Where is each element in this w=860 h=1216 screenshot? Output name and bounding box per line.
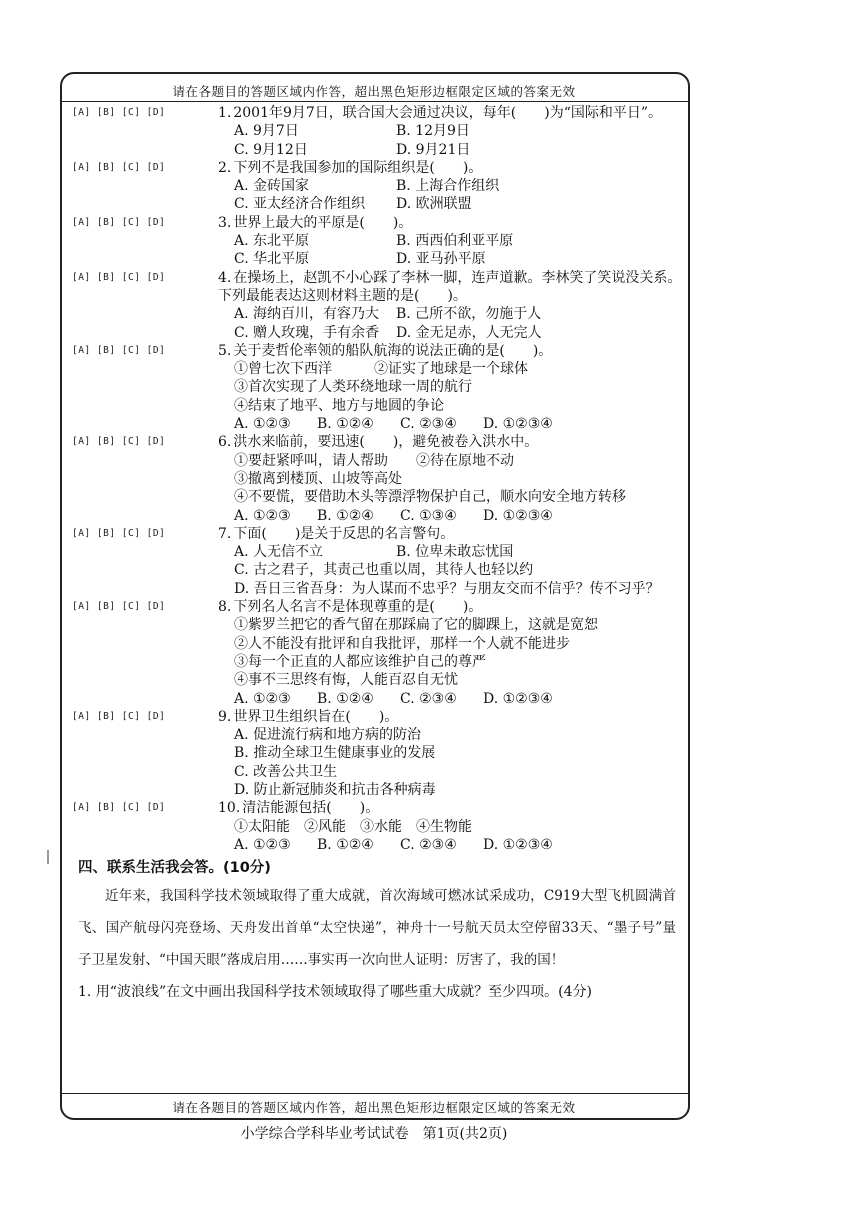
- option-a: A. 9月7日: [234, 123, 299, 140]
- section-4-title: 四、联系生活我会答。(10分): [78, 860, 271, 877]
- option-a: A. ①②③: [234, 507, 291, 524]
- option-a: A. 促进流行病和地方病的防治: [234, 727, 422, 744]
- scan-mark: [47, 850, 49, 864]
- statement-item: ①太阳能 ②风能 ③水能 ④生物能: [234, 818, 472, 835]
- question-number: 3.: [218, 214, 232, 231]
- option-b: B. 上海合作组织: [396, 178, 500, 195]
- answer-bubbles[interactable]: [A] [B] [C] [D]: [72, 344, 166, 356]
- question-8: [72, 598, 682, 708]
- reading-passage: 近年来，我国科学技术领域取得了重大成就，首次海域可燃冰试采成功，C919大型飞机圆满首飞、国产航母闪亮登场、天舟发出首单“太空快递”，神舟十一号航天员太空停留33天、“墨子号”量子卫星发射、“中国天眼”落成启用……事实再一次向世人证明：厉害了，我的国！: [78, 888, 676, 968]
- answer-bubbles[interactable]: [A] [B] [C] [D]: [72, 436, 166, 448]
- option-d: D. ①②③④: [483, 836, 553, 853]
- answer-bubbles[interactable]: [A] [B] [C] [D]: [72, 161, 166, 173]
- page-footer: 小学综合学科毕业考试试卷 第1页(共2页): [240, 1126, 508, 1142]
- option-c: C. 亚太经济合作组织: [234, 196, 366, 213]
- question-number: 1.: [218, 105, 232, 121]
- option-c: C. ②③④: [400, 416, 457, 433]
- question-stem: 清洁能源包括( )。: [242, 800, 380, 817]
- option-d: D. 9月21日: [396, 141, 471, 158]
- option-c: C. 华北平原: [234, 251, 310, 268]
- question-1: [72, 104, 682, 159]
- statement-item: ①曾七次下西洋 ②证实了地球是一个球体: [234, 361, 528, 378]
- divider-bottom: [60, 1093, 688, 1094]
- answer-area-notice-bottom: 请在各题目的答题区域内作答，超出黑色矩形边框限定区域的答案无效: [172, 1100, 576, 1115]
- question-7: [72, 525, 682, 598]
- question-stem: 世界卫生组织旨在( )。: [233, 708, 399, 725]
- question-stem: 洪水来临前，要迅速( )，避免被卷入洪水中。: [233, 434, 539, 451]
- question-number: 9.: [218, 708, 232, 725]
- option-d: D. 金无足赤，人无完人: [396, 324, 542, 341]
- option-c: C. ②③④: [400, 836, 457, 853]
- option-a: A. ①②③: [234, 416, 291, 433]
- option-c: C. ①③④: [400, 507, 457, 524]
- option-c: C. 赠人玫瑰，手有余香: [234, 324, 380, 341]
- option-c: C. 古之君子，其责己也重以周，其待人也轻以约: [234, 562, 534, 579]
- question-stem: 下列不是我国参加的国际组织是( )。: [233, 159, 483, 176]
- option-c: C. 改善公共卫生: [234, 763, 338, 780]
- answer-bubbles[interactable]: [A] [B] [C] [D]: [72, 710, 166, 722]
- statement-item: ①要赶紧呼叫，请人帮助 ②待在原地不动: [234, 452, 514, 469]
- option-d: D. ①②③④: [483, 507, 553, 524]
- answer-bubbles[interactable]: [A] [B] [C] [D]: [72, 271, 166, 283]
- answer-bubbles[interactable]: [A] [B] [C] [D]: [72, 527, 166, 539]
- statement-item: ②人不能没有批评和自我批评，那样一个人就不能进步: [234, 635, 570, 652]
- answer-bubbles[interactable]: [A] [B] [C] [D]: [72, 802, 166, 814]
- question-5: [72, 342, 682, 433]
- option-a: A. 人无信不立: [234, 544, 324, 561]
- question-number: 4.: [218, 269, 232, 286]
- statement-item: ①紫罗兰把它的香气留在那踩扁了它的脚踝上，这就是宽恕: [234, 617, 598, 634]
- question-4: [72, 269, 682, 342]
- option-d: D. 欧洲联盟: [396, 196, 472, 213]
- option-b: B. ①②④: [317, 836, 374, 853]
- question-stem: 关于麦哲伦率领的船队航海的说法正确的是( )。: [233, 342, 553, 359]
- option-a: A. 金砖国家: [234, 178, 310, 195]
- option-b: B. 西西伯利亚平原: [396, 233, 514, 250]
- option-a: A. ①②③: [234, 690, 291, 707]
- answer-bubbles[interactable]: [A] [B] [C] [D]: [72, 601, 166, 613]
- question-6: [72, 433, 682, 524]
- question-stem: 下面( )是关于反思的名言警句。: [233, 525, 455, 542]
- option-b: B. ①②④: [317, 507, 374, 524]
- statement-item: ④不要慌，要借助木头等漂浮物保护自己，顺水向安全地方转移: [234, 489, 626, 506]
- question-stem: 在操场上，赵凯不小心踩了李林一脚，连声道歉。李林笑了笑说没关系。下列最能表达这则材料主题的是( )。: [218, 269, 682, 304]
- option-c: C. ②③④: [400, 690, 457, 707]
- question-stem: 世界上最大的平原是( )。: [233, 214, 413, 231]
- option-b: B. ①②④: [317, 416, 374, 433]
- option-b: B. 12月9日: [396, 123, 470, 140]
- option-b: B. 己所不欲，勿施于人: [396, 306, 542, 323]
- option-a: A. 海纳百川，有容乃大: [234, 306, 380, 323]
- option-d: D. ①②③④: [483, 416, 553, 433]
- question-content: [72, 104, 682, 1002]
- question-9: [72, 708, 682, 799]
- statement-item: ③撤离到楼顶、山坡等高处: [234, 470, 402, 487]
- question-number: 6.: [218, 434, 232, 451]
- question-10: [72, 799, 682, 854]
- divider-top: [60, 101, 688, 102]
- question-number: 10.: [218, 800, 241, 817]
- option-a: A. 东北平原: [234, 233, 310, 250]
- option-b: B. ①②④: [317, 690, 374, 707]
- question-3: [72, 214, 682, 269]
- question-stem: 2001年9月7日，联合国大会通过决议，每年( )为“国际和平日”。: [233, 105, 663, 121]
- question-number: 7.: [218, 525, 232, 542]
- option-d: D. 防止新冠肺炎和抗击各种病毒: [234, 781, 436, 798]
- statement-item: ③每一个正直的人都应该维护自己的尊严: [234, 653, 486, 670]
- answer-bubbles[interactable]: [A] [B] [C] [D]: [72, 107, 166, 118]
- sub-question-1: 1. 用“波浪线”在文中画出我国科学技术领域取得了哪些重大成就？至少四项。(4分): [78, 983, 592, 1000]
- option-a: A. ①②③: [234, 836, 291, 853]
- question-number: 2.: [218, 159, 232, 176]
- option-b: B. 位卑未敢忘忧国: [396, 544, 514, 561]
- question-stem: 下列名人名言不是体现尊重的是( )。: [233, 599, 483, 616]
- question-number: 5.: [218, 342, 232, 359]
- option-d: D. 亚马孙平原: [396, 251, 486, 268]
- option-b: B. 推动全球卫生健康事业的发展: [234, 745, 436, 762]
- answer-bubbles[interactable]: [A] [B] [C] [D]: [72, 216, 166, 228]
- statement-item: ④结束了地平、地方与地圆的争论: [234, 397, 444, 414]
- question-number: 8.: [218, 599, 232, 616]
- option-d: D. ①②③④: [483, 690, 553, 707]
- statement-item: ④事不三思终有悔，人能百忍自无忧: [234, 672, 458, 689]
- question-2: [72, 159, 682, 214]
- answer-area-notice-top: 请在各题目的答题区域内作答，超出黑色矩形边框限定区域的答案无效: [172, 84, 576, 99]
- option-c: C. 9月12日: [234, 141, 308, 158]
- statement-item: ③首次实现了人类环绕地球一周的航行: [234, 379, 472, 396]
- option-d: D. 吾日三省吾身：为人谋而不忠乎？与朋友交而不信乎？传不习乎？: [234, 580, 660, 597]
